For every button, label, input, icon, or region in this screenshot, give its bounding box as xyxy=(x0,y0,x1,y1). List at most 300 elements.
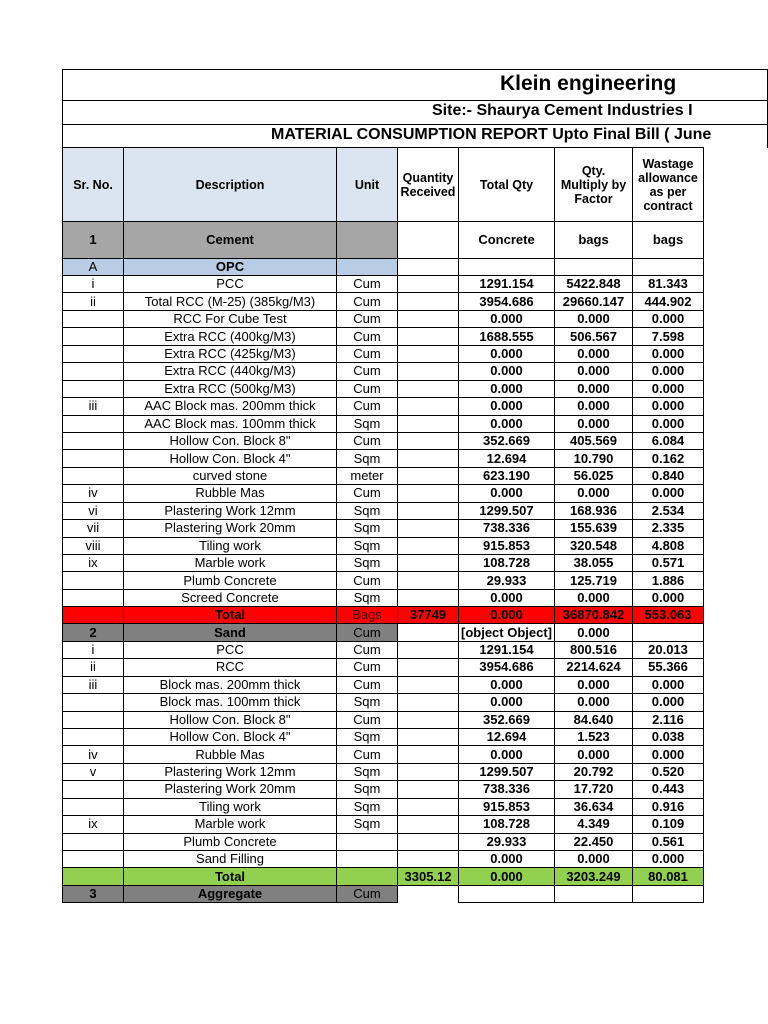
cell-wastage[interactable]: 80.081 xyxy=(633,868,704,885)
cell-total-qty[interactable]: 1291.154 xyxy=(459,641,555,658)
cell-wastage[interactable] xyxy=(633,259,704,276)
cell-qty-received[interactable] xyxy=(398,781,459,798)
table-row xyxy=(63,520,704,537)
cell-qty-multiply[interactable]: 0.000 xyxy=(555,345,633,362)
cell-sr[interactable]: i xyxy=(63,276,124,293)
cell-sr[interactable]: ii xyxy=(63,293,124,310)
header-total-qty[interactable]: Total Qty xyxy=(459,148,555,222)
cell-wastage[interactable]: 0.000 xyxy=(633,380,704,397)
cell-total-qty[interactable]: 0.000 xyxy=(459,851,555,868)
cell-qty-multiply[interactable]: 155.639 xyxy=(555,520,633,537)
table-row xyxy=(63,502,704,519)
cell-unit[interactable]: Cum xyxy=(337,746,398,763)
cell-description[interactable]: Hollow Con. Block 8" xyxy=(124,711,337,728)
cell-qty-multiply[interactable]: 0.000 xyxy=(555,851,633,868)
cell-wastage[interactable]: 0.162 xyxy=(633,450,704,467)
table-row xyxy=(63,816,704,833)
cell-sr[interactable] xyxy=(63,328,124,345)
cell-qty-multiply[interactable] xyxy=(555,885,633,902)
company-title-row[interactable] xyxy=(62,69,768,100)
cell-unit[interactable]: Cum xyxy=(337,624,398,641)
cell-qty-multiply[interactable]: 10.790 xyxy=(555,450,633,467)
cell-total-qty[interactable]: 12.694 xyxy=(459,450,555,467)
cell-qty-received[interactable] xyxy=(398,624,459,641)
cell-qty-multiply[interactable]: 0.000 xyxy=(555,380,633,397)
cell-wastage[interactable]: 0.000 xyxy=(633,310,704,327)
cell-wastage[interactable]: bags xyxy=(633,222,704,259)
cell-qty-received[interactable] xyxy=(398,711,459,728)
cell-unit[interactable] xyxy=(337,833,398,850)
sand-total-row xyxy=(63,868,704,885)
cell-unit[interactable]: Sqm xyxy=(337,798,398,815)
cell-description[interactable]: Sand xyxy=(124,624,337,641)
cell-wastage[interactable]: 444.902 xyxy=(633,293,704,310)
cell-wastage[interactable]: 2.335 xyxy=(633,520,704,537)
cell-wastage[interactable]: 0.000 xyxy=(633,746,704,763)
cell-wastage[interactable]: 1.886 xyxy=(633,572,704,589)
cell-wastage[interactable]: 0.840 xyxy=(633,467,704,484)
cell-qty-received[interactable] xyxy=(398,345,459,362)
cell-qty-received[interactable] xyxy=(398,851,459,868)
cell-sr[interactable] xyxy=(63,728,124,745)
cell-qty-received[interactable] xyxy=(398,363,459,380)
cell-wastage[interactable]: 4.808 xyxy=(633,537,704,554)
cell-wastage[interactable]: 0.000 xyxy=(633,398,704,415)
cell-total-qty[interactable]: 108.728 xyxy=(459,555,555,572)
table-row xyxy=(63,537,704,554)
cell-total-qty[interactable]: 0.000 xyxy=(459,363,555,380)
cell-unit[interactable]: Cum xyxy=(337,572,398,589)
cell-unit[interactable]: Sqm xyxy=(337,694,398,711)
cell-wastage[interactable]: 0.038 xyxy=(633,728,704,745)
cell-total-qty[interactable]: 0.000 xyxy=(459,607,555,624)
cell-description[interactable]: Extra RCC (400kg/M3) xyxy=(124,328,337,345)
cell-unit[interactable]: Sqm xyxy=(337,781,398,798)
cell-sr[interactable] xyxy=(63,415,124,432)
cell-unit[interactable]: Cum xyxy=(337,641,398,658)
cell-qty-received[interactable] xyxy=(398,276,459,293)
cell-total-qty[interactable]: 738.336 xyxy=(459,520,555,537)
cell-qty-received[interactable]: 37749 xyxy=(398,607,459,624)
table-row xyxy=(63,415,704,432)
table-row xyxy=(63,833,704,850)
cell-description[interactable]: RCC For Cube Test xyxy=(124,310,337,327)
cell-description[interactable]: Screed Concrete xyxy=(124,589,337,606)
cell-unit[interactable]: Sqm xyxy=(337,537,398,554)
cell-unit[interactable]: Cum xyxy=(337,310,398,327)
cell-qty-multiply[interactable]: 3203.249 xyxy=(555,868,633,885)
cell-qty-multiply[interactable]: 125.719 xyxy=(555,572,633,589)
cell-unit[interactable]: Cum xyxy=(337,363,398,380)
cell-qty-multiply[interactable]: 0.000 xyxy=(555,589,633,606)
cell-qty-multiply[interactable]: 56.025 xyxy=(555,467,633,484)
cell-qty-multiply[interactable]: 320.548 xyxy=(555,537,633,554)
cell-wastage[interactable]: 0.000 xyxy=(633,363,704,380)
cell-qty-received[interactable] xyxy=(398,816,459,833)
cell-qty-received[interactable] xyxy=(398,555,459,572)
cell-unit[interactable]: Sqm xyxy=(337,589,398,606)
cell-description[interactable]: Hollow Con. Block 4" xyxy=(124,728,337,745)
cell-qty-multiply[interactable]: 800.516 xyxy=(555,641,633,658)
cell-description[interactable]: Extra RCC (500kg/M3) xyxy=(124,380,337,397)
cell-total-qty[interactable]: 0.000 xyxy=(459,380,555,397)
cell-total-qty[interactable]: 29.933 xyxy=(459,833,555,850)
cell-wastage[interactable]: 0.520 xyxy=(633,763,704,780)
cell-unit[interactable]: Cum xyxy=(337,485,398,502)
cell-description[interactable]: Hollow Con. Block 4" xyxy=(124,450,337,467)
cell-description[interactable]: PCC xyxy=(124,641,337,658)
cell-description[interactable]: Hollow Con. Block 8" xyxy=(124,432,337,449)
cell-unit[interactable]: Cum xyxy=(337,432,398,449)
cell-qty-multiply[interactable]: 20.792 xyxy=(555,763,633,780)
cell-wastage[interactable]: 0.000 xyxy=(633,485,704,502)
cell-sr[interactable]: 1 xyxy=(63,222,124,259)
table-row xyxy=(63,432,704,449)
table-row xyxy=(63,293,704,310)
cell-qty-received[interactable] xyxy=(398,450,459,467)
cell-unit[interactable]: Bags xyxy=(337,607,398,624)
cell-sr[interactable]: iii xyxy=(63,676,124,693)
cell-qty-received[interactable] xyxy=(398,763,459,780)
cell-total-qty[interactable]: 0.000 xyxy=(459,415,555,432)
cell-qty-received[interactable] xyxy=(398,310,459,327)
cell-qty-multiply[interactable]: 0.000 xyxy=(555,694,633,711)
cell-sr[interactable]: ii xyxy=(63,659,124,676)
cell-qty-received[interactable] xyxy=(398,885,459,902)
cell-qty-multiply[interactable]: 38.055 xyxy=(555,555,633,572)
cell-qty-received[interactable] xyxy=(398,728,459,745)
cell-wastage[interactable]: 0.000 xyxy=(633,415,704,432)
cell-sr[interactable] xyxy=(63,868,124,885)
cell-sr[interactable]: A xyxy=(63,259,124,276)
header-quantity-received[interactable]: Quantity Received xyxy=(398,148,459,222)
cell-unit[interactable]: Cum xyxy=(337,659,398,676)
cell-unit[interactable]: Sqm xyxy=(337,555,398,572)
cell-sr[interactable] xyxy=(63,310,124,327)
cell-unit[interactable]: Cum xyxy=(337,676,398,693)
cell-unit[interactable]: Sqm xyxy=(337,763,398,780)
header-wastage[interactable]: Wastage allowance as per contract xyxy=(633,148,704,222)
cell-total-qty[interactable]: 29.933 xyxy=(459,572,555,589)
cell-unit[interactable]: Cum xyxy=(337,328,398,345)
cell-qty-multiply[interactable]: 0.000 xyxy=(555,676,633,693)
cell-description[interactable]: Plastering Work 12mm xyxy=(124,763,337,780)
cell-sr[interactable]: vii xyxy=(63,520,124,537)
table-row xyxy=(63,589,704,606)
cell-description[interactable]: Rubble Mas xyxy=(124,485,337,502)
cell-total-qty[interactable]: 915.853 xyxy=(459,537,555,554)
cell-qty-multiply[interactable]: 22.450 xyxy=(555,833,633,850)
cell-description[interactable]: Marble work xyxy=(124,555,337,572)
cell-total-qty[interactable]: 0.000 xyxy=(459,485,555,502)
cell-sr[interactable] xyxy=(63,781,124,798)
cell-unit[interactable]: Sqm xyxy=(337,816,398,833)
cell-unit[interactable]: Cum xyxy=(337,276,398,293)
header-row xyxy=(63,148,704,222)
cell-description[interactable]: Extra RCC (440kg/M3) xyxy=(124,363,337,380)
cell-sr[interactable] xyxy=(63,380,124,397)
cell-sr[interactable]: ix xyxy=(63,816,124,833)
cell-wastage[interactable]: 553.063 xyxy=(633,607,704,624)
cell-sr[interactable] xyxy=(63,851,124,868)
cell-sr[interactable] xyxy=(63,694,124,711)
cell-qty-received[interactable] xyxy=(398,833,459,850)
cell-sr[interactable] xyxy=(63,467,124,484)
cell-description[interactable]: OPC xyxy=(124,259,337,276)
cell-wastage[interactable]: 7.598 xyxy=(633,328,704,345)
cell-description[interactable]: Tiling work xyxy=(124,537,337,554)
cell-sr[interactable]: v xyxy=(63,763,124,780)
cell-unit[interactable]: Sqm xyxy=(337,520,398,537)
cell-sr[interactable]: 3 xyxy=(63,885,124,902)
cell-sr[interactable] xyxy=(63,363,124,380)
cell-unit[interactable]: Sqm xyxy=(337,728,398,745)
cell-qty-multiply[interactable]: 1.523 xyxy=(555,728,633,745)
cell-qty-multiply[interactable]: 0.000 xyxy=(555,415,633,432)
cell-total-qty[interactable] xyxy=(459,259,555,276)
cell-description[interactable]: Rubble Mas xyxy=(124,746,337,763)
cell-unit[interactable] xyxy=(337,868,398,885)
cell-sr[interactable]: vi xyxy=(63,502,124,519)
cell-qty-received[interactable] xyxy=(398,467,459,484)
cell-qty-received[interactable] xyxy=(398,398,459,415)
cell-qty-received[interactable] xyxy=(398,798,459,815)
cell-sr[interactable]: ix xyxy=(63,555,124,572)
cell-description[interactable]: Total RCC (M-25) (385kg/M3) xyxy=(124,293,337,310)
cell-qty-multiply[interactable] xyxy=(555,259,633,276)
cell-qty-multiply[interactable]: 0.000 xyxy=(555,485,633,502)
cell-description[interactable]: AAC Block mas. 200mm thick xyxy=(124,398,337,415)
cell-description[interactable]: Sand Filling xyxy=(124,851,337,868)
cell-qty-received[interactable] xyxy=(398,520,459,537)
cell-sr[interactable] xyxy=(63,711,124,728)
cell-total-qty[interactable]: 915.853 xyxy=(459,798,555,815)
table-row xyxy=(63,467,704,484)
cell-total-qty[interactable]: 1688.555 xyxy=(459,328,555,345)
cell-total-qty[interactable]: 1299.507 xyxy=(459,763,555,780)
table-row xyxy=(63,398,704,415)
cell-sr[interactable]: iv xyxy=(63,485,124,502)
cell-sr[interactable]: viii xyxy=(63,537,124,554)
cell-unit[interactable]: Cum xyxy=(337,293,398,310)
cell-total-qty[interactable]: 1299.507 xyxy=(459,502,555,519)
cell-qty-multiply[interactable]: 84.640 xyxy=(555,711,633,728)
cell-wastage[interactable]: 0.443 xyxy=(633,781,704,798)
cell-sr[interactable]: iii xyxy=(63,398,124,415)
cell-sr[interactable]: iv xyxy=(63,746,124,763)
consumption-table xyxy=(62,147,704,903)
cell-sr[interactable] xyxy=(63,589,124,606)
cell-description[interactable]: Block mas. 200mm thick xyxy=(124,676,337,693)
cell-total-qty[interactable]: 738.336 xyxy=(459,781,555,798)
cell-description[interactable]: AAC Block mas. 100mm thick xyxy=(124,415,337,432)
cell-sr[interactable] xyxy=(63,833,124,850)
cell-qty-multiply[interactable]: 168.936 xyxy=(555,502,633,519)
cell-qty-received[interactable] xyxy=(398,259,459,276)
table-row xyxy=(63,641,704,658)
cell-wastage[interactable]: 20.013 xyxy=(633,641,704,658)
cell-qty-multiply[interactable]: 17.720 xyxy=(555,781,633,798)
cell-description[interactable]: Plastering Work 12mm xyxy=(124,502,337,519)
cell-unit[interactable] xyxy=(337,222,398,259)
cell-description[interactable]: Tiling work xyxy=(124,798,337,815)
cell-total-qty[interactable]: 0.000 xyxy=(459,310,555,327)
cell-total-qty[interactable]: 0.000 xyxy=(459,589,555,606)
cell-qty-received[interactable] xyxy=(398,659,459,676)
cell-qty-received[interactable] xyxy=(398,502,459,519)
cell-unit[interactable] xyxy=(337,851,398,868)
cell-qty-multiply[interactable]: 0.000 xyxy=(555,746,633,763)
cell-sr[interactable] xyxy=(63,432,124,449)
cell-total-qty[interactable] xyxy=(459,885,555,902)
cell-description[interactable]: PCC xyxy=(124,276,337,293)
cell-total-qty[interactable]: 0.000 xyxy=(459,398,555,415)
cell-description[interactable]: Block mas. 100mm thick xyxy=(124,694,337,711)
site-name: Site:- Shaurya Cement Industries I xyxy=(432,102,693,119)
cell-total-qty[interactable]: Concrete xyxy=(459,222,555,259)
cell-qty-multiply[interactable]: 405.569 xyxy=(555,432,633,449)
cell-description[interactable]: Extra RCC (425kg/M3) xyxy=(124,345,337,362)
cell-unit[interactable]: Cum xyxy=(337,711,398,728)
cell-qty-multiply[interactable]: 36.634 xyxy=(555,798,633,815)
cell-sr[interactable] xyxy=(63,450,124,467)
cell-qty-received[interactable] xyxy=(398,746,459,763)
cell-sr[interactable] xyxy=(63,345,124,362)
cell-unit[interactable]: Cum xyxy=(337,345,398,362)
cell-qty-received[interactable]: 3305.12 xyxy=(398,868,459,885)
table-row xyxy=(63,572,704,589)
cell-sr[interactable]: 2 xyxy=(63,624,124,641)
cell-wastage[interactable]: 0.000 xyxy=(633,589,704,606)
cell-total-qty[interactable]: 0.000 xyxy=(459,746,555,763)
cell-sr[interactable] xyxy=(63,572,124,589)
cell-qty-multiply[interactable]: 0.000 xyxy=(555,624,633,641)
cell-qty-multiply[interactable]: 0.000 xyxy=(555,398,633,415)
cell-description[interactable]: Aggregate xyxy=(124,885,337,902)
cell-description[interactable]: Cement xyxy=(124,222,337,259)
spreadsheet xyxy=(62,69,768,969)
cell-wastage[interactable]: 0.571 xyxy=(633,555,704,572)
cell-total-qty[interactable]: 623.190 xyxy=(459,467,555,484)
cell-qty-received[interactable] xyxy=(398,328,459,345)
cell-qty-received[interactable] xyxy=(398,380,459,397)
cell-sr[interactable] xyxy=(63,798,124,815)
header-sr-no[interactable]: Sr. No. xyxy=(63,148,124,222)
cell-total-qty[interactable]: 352.669 xyxy=(459,711,555,728)
cell-qty-received[interactable] xyxy=(398,589,459,606)
cell-sr[interactable]: i xyxy=(63,641,124,658)
cell-wastage[interactable]: 2.116 xyxy=(633,711,704,728)
cell-wastage[interactable] xyxy=(633,885,704,902)
cell-qty-received[interactable] xyxy=(398,694,459,711)
cell-unit[interactable]: meter xyxy=(337,467,398,484)
cell-qty-received[interactable] xyxy=(398,293,459,310)
header-unit[interactable]: Unit xyxy=(337,148,398,222)
cell-total-qty[interactable]: 0.000 xyxy=(459,345,555,362)
cell-unit[interactable]: Cum xyxy=(337,398,398,415)
cell-wastage[interactable]: 0.000 xyxy=(633,851,704,868)
cell-qty-received[interactable] xyxy=(398,485,459,502)
cell-qty-multiply[interactable]: bags xyxy=(555,222,633,259)
cell-qty-multiply[interactable]: 2214.624 xyxy=(555,659,633,676)
cell-total-qty[interactable]: 0.000 xyxy=(459,676,555,693)
cell-qty-received[interactable] xyxy=(398,415,459,432)
cell-wastage[interactable]: 0.916 xyxy=(633,798,704,815)
cell-qty-multiply[interactable]: 506.567 xyxy=(555,328,633,345)
site-title-row[interactable] xyxy=(62,100,768,124)
table-row xyxy=(63,851,704,868)
cell-unit[interactable] xyxy=(337,259,398,276)
cell-unit[interactable]: Sqm xyxy=(337,415,398,432)
cell-wastage[interactable]: 0.000 xyxy=(633,676,704,693)
cell-total-qty[interactable]: [object Object] xyxy=(459,624,555,641)
cell-wastage[interactable]: 81.343 xyxy=(633,276,704,293)
cell-qty-multiply[interactable]: 29660.147 xyxy=(555,293,633,310)
table-row xyxy=(63,485,704,502)
cell-total-qty[interactable]: 352.669 xyxy=(459,432,555,449)
cell-qty-multiply[interactable]: 0.000 xyxy=(555,363,633,380)
cell-qty-multiply[interactable]: 4.349 xyxy=(555,816,633,833)
cell-sr[interactable] xyxy=(63,607,124,624)
header-description[interactable]: Description xyxy=(124,148,337,222)
cell-wastage[interactable]: 0.000 xyxy=(633,694,704,711)
cell-unit[interactable]: Sqm xyxy=(337,450,398,467)
report-title-row[interactable] xyxy=(62,124,768,148)
cell-qty-multiply[interactable]: 5422.848 xyxy=(555,276,633,293)
company-name: Klein engineering xyxy=(500,72,677,95)
cell-wastage[interactable]: 0.109 xyxy=(633,816,704,833)
cell-description[interactable]: Plastering Work 20mm xyxy=(124,520,337,537)
cell-wastage[interactable]: 0.000 xyxy=(633,345,704,362)
cell-wastage[interactable]: 2.534 xyxy=(633,502,704,519)
cell-description[interactable]: Plumb Concrete xyxy=(124,572,337,589)
cell-total-qty[interactable]: 12.694 xyxy=(459,728,555,745)
cell-wastage[interactable]: 0.561 xyxy=(633,833,704,850)
cell-qty-received[interactable] xyxy=(398,641,459,658)
table-row xyxy=(63,310,704,327)
cell-description[interactable]: Total xyxy=(124,868,337,885)
cell-description[interactable]: Plastering Work 20mm xyxy=(124,781,337,798)
cell-description[interactable]: Plumb Concrete xyxy=(124,833,337,850)
cell-wastage[interactable]: 6.084 xyxy=(633,432,704,449)
cell-total-qty[interactable]: 1291.154 xyxy=(459,276,555,293)
cell-qty-received[interactable] xyxy=(398,572,459,589)
cell-qty-received[interactable] xyxy=(398,676,459,693)
cell-wastage[interactable] xyxy=(633,624,704,641)
cell-total-qty[interactable]: 3954.686 xyxy=(459,659,555,676)
cell-unit[interactable]: Cum xyxy=(337,380,398,397)
cell-unit[interactable]: Cum xyxy=(337,885,398,902)
cell-description[interactable]: Total xyxy=(124,607,337,624)
cell-wastage[interactable]: 55.366 xyxy=(633,659,704,676)
cell-total-qty[interactable]: 3954.686 xyxy=(459,293,555,310)
cell-description[interactable]: Marble work xyxy=(124,816,337,833)
table-row xyxy=(63,450,704,467)
cell-qty-received[interactable] xyxy=(398,222,459,259)
cell-total-qty[interactable]: 108.728 xyxy=(459,816,555,833)
cell-qty-multiply[interactable]: 0.000 xyxy=(555,310,633,327)
cell-total-qty[interactable]: 0.000 xyxy=(459,868,555,885)
cell-description[interactable]: curved stone xyxy=(124,467,337,484)
cell-qty-multiply[interactable]: 36870.842 xyxy=(555,607,633,624)
table-row xyxy=(63,711,704,728)
cell-total-qty[interactable]: 0.000 xyxy=(459,694,555,711)
cell-qty-received[interactable] xyxy=(398,537,459,554)
cell-qty-received[interactable] xyxy=(398,432,459,449)
header-qty-multiply[interactable]: Qty. Multiply by Factor xyxy=(555,148,633,222)
cell-unit[interactable]: Sqm xyxy=(337,502,398,519)
cell-description[interactable]: RCC xyxy=(124,659,337,676)
